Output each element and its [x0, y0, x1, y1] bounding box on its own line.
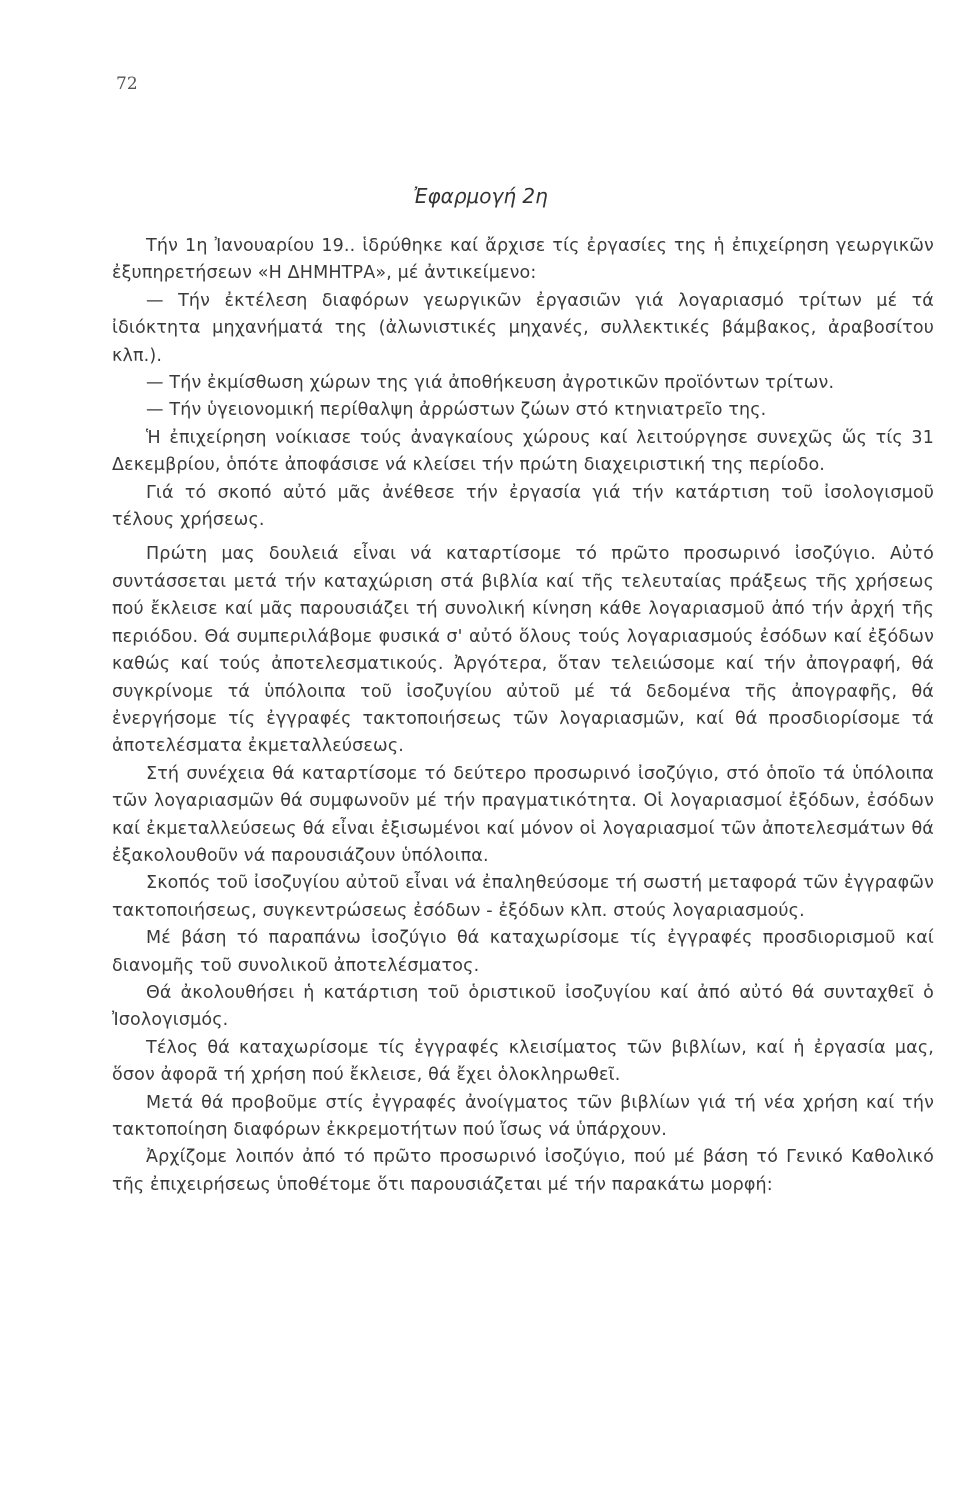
paragraph-operation: Ἡ ἐπιχείρηση νοίκιασε τούς ἀναγκαίους χώρους καί λειτούργησε συνεχῶς ὥς τίς 31 Δεκεμβρίου, ὁπότε ἀποφάσισε νά κλείσει τήν πρώτη διαχειριστική της περίοδο. — [112, 427, 934, 476]
paragraph-second-trial-balance: Στή συνέχεια θά καταρτίσομε τό δεύτερο προσωρινό ἰσοζύγιο, στό ὁποῖο τά ὑπόλοιπα τῶν λογαριασμῶν θά συμφωνοῦν μέ τήν πραγματικότητα. Οἱ λογαριασμοί ἐξόδων, ἐσόδων καί ἐκμεταλλεύσεως θά εἶναι ἐξισωμένοι καί μόνον οἱ λογαριασμοί τῶν ἀποτελεσμάτων θά ἐξακολουθοῦν νά παρουσιάζουν ὑπόλοιπα. — [112, 763, 934, 866]
paragraph-purpose: Γιά τό σκοπό αὐτό μᾶς ἀνέθεσε τήν ἐργασία γιά τήν κατάρτιση τοῦ ἰσολογισμοῦ τέλους χρήσεως. — [112, 482, 934, 531]
section-heading: Ἐφαρμογή 2η — [413, 184, 548, 208]
paragraph-start: Ἀρχίζομε λοιπόν ἀπό τό πρῶτο προσωρινό ἰσοζύγιο, πού μέ βάση τό Γενικό Καθολικό τῆς ἐπιχειρήσεως ὑποθέτομε ὅτι παρουσιάζεται μέ τήν παρακάτω μορφή: — [112, 1147, 934, 1195]
paragraph-opening-entries: Μετά θά προβοῦμε στίς ἐγγραφές ἀνοίγματος τῶν βιβλίων γιά τή νέα χρήση καί τήν τακτοποίηση διαφόρων ἐκκρεμοτήτων πού ἴσως νά ὑπάρχουν. — [112, 1092, 934, 1140]
body-text — [112, 233, 934, 1199]
paragraph-final-balance: Θά ἀκολουθήσει ἡ κατάρτιση τοῦ ὁριστικοῦ ἰσοζυγίου καί ἀπό αὐτό θά συνταχθεῖ ὁ Ἰσολογισμός. — [112, 982, 934, 1031]
page-number: 72 — [116, 74, 138, 94]
paragraph-item-veterinary: — Τήν ὑγειονομική περίθαλψη ἀρρώστων ζώων στό κτηνιατρεῖο της. — [146, 400, 767, 421]
paragraph-first-trial-balance: Πρώτη μας δουλειά εἶναι νά καταρτίσομε τό πρῶτο προσωρινό ἰσοζύγιο. Αὐτό συντάσσεται μετά τήν καταχώριση στά βιβλία καί τῆς τελευταίας πράξεως τῆς χρήσεως πού ἔκλεισε καί μᾶς παρουσιάζει τή συνολική κίνηση κάθε λογαριασμοῦ ἀπό τήν ἀρχή τῆς περιόδου. Θά συμπεριλάβομε φυσικά σ' αὐτό ὅλους τούς λογαριασμούς ἐσόδων καί ἐξόδων καθώς καί τούς ἀποτελεσματικούς. Ἀργότερα, ὅταν τελειώσομε καί τήν ἀπογραφή, θά συγκρίνομε τά ὑπόλοιπα τοῦ ἰσοζυγίου αὐτοῦ μέ τά δεδομένα τῆς ἀπογραφῆς, θά ἐνεργήσομε τίς ἐγγραφές τακτοποιήσεως τῶν λογαριασμῶν, καί θά προσδιορίσομε τά ἀποτελέσματα ἐκμεταλλεύσεως. — [112, 544, 934, 757]
paragraph-item-warehouse-lease: — Τήν ἐκμίσθωση χώρων της γιά ἀποθήκευση ἀγροτικῶν προϊόντων τρίτων. — [146, 373, 835, 394]
paragraph-intro: Τήν 1η Ἰανουαρίου 19.. ἱδρύθηκε καί ἄρχισε τίς ἐργασίες της ἡ ἐπιχείρηση γεωργικῶν ἐξυπηρετήσεων «Η ΔΗΜΗΤΡΑ», μέ ἀντικείμενο: — [112, 236, 934, 284]
paragraph-result-entries: Μέ βάση τό παραπάνω ἰσοζύγιο θά καταχωρίσομε τίς ἐγγραφές προσδιορισμοῦ καί διανομῆς τοῦ συνολικοῦ ἀποτελέσματος. — [112, 928, 934, 976]
paragraph-item-agricultural-work: — Τήν ἐκτέλεση διαφόρων γεωργικῶν ἐργασιῶν γιά λογαριασμό τρίτων μέ τά ἰδιόκτητα μηχανήματά της (ἀλωνιστικές μηχανές, συλλεκτικές βάμβακος, ἀραβοσίτου κλπ.). — [112, 290, 934, 366]
paragraph-closing-entries: Τέλος θά καταχωρίσομε τίς ἐγγραφές κλεισίματος τῶν βιβλίων, καί ἡ ἐργασία μας, ὅσον ἀφορᾶ τή χρήση πού ἔκλεισε, θά ἔχει ὁλοκληρωθεῖ. — [112, 1037, 934, 1086]
paragraph-balance-purpose: Σκοπός τοῦ ἰσοζυγίου αὐτοῦ εἶναι νά ἐπαληθεύσομε τή σωστή μεταφορά τῶν ἐγγραφῶν τακτοποιήσεως, συγκεντρώσεως ἐσόδων - ἐξόδων κλπ. στούς λογαριασμούς. — [112, 873, 934, 921]
